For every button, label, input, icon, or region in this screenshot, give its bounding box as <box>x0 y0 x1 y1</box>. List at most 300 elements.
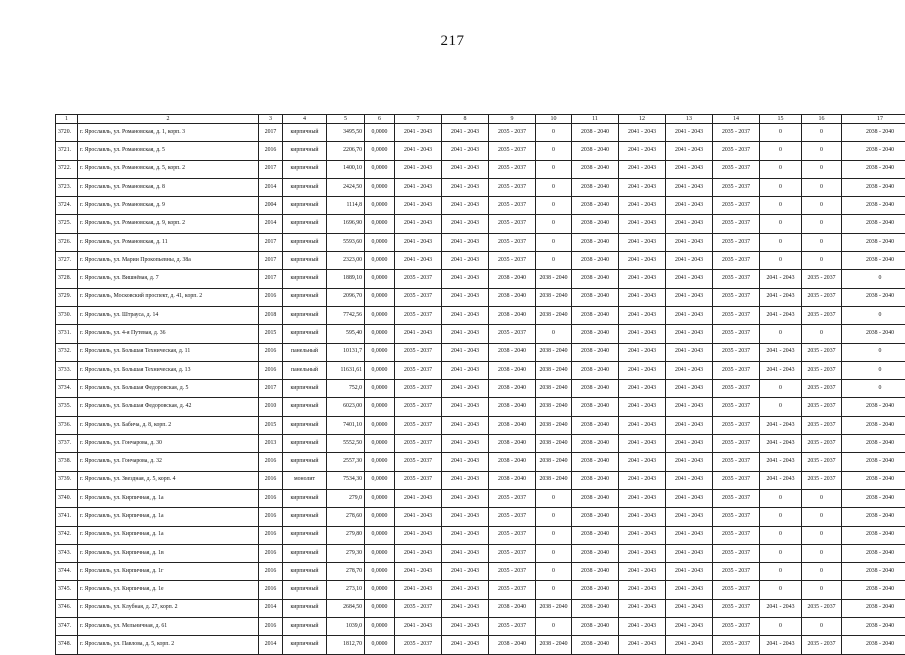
period-col-11-cell: 2038 - 2040 <box>572 489 619 507</box>
period-col-15-cell: 0 <box>760 581 802 599</box>
period-col-17-cell: 2038 - 2040 <box>842 416 905 434</box>
period-col-8-cell: 2041 - 2043 <box>442 124 489 142</box>
period-col-17-cell: 2038 - 2040 <box>842 471 905 489</box>
area-cell: 273,10 <box>327 581 365 599</box>
rate-cell: 0,0000 <box>365 288 395 306</box>
area-cell: 10131,7 <box>327 343 365 361</box>
table-row <box>56 563 905 581</box>
table-row <box>56 160 905 178</box>
period-col-8-cell: 2041 - 2043 <box>442 544 489 562</box>
period-col-9-cell: 2038 - 2040 <box>489 380 536 398</box>
area-cell: 2323,00 <box>327 252 365 270</box>
year-cell: 2015 <box>259 416 283 434</box>
address-cell: г. Ярославль, ул. Романовская, д. 9 <box>78 197 259 215</box>
period-col-16-cell: 0 <box>802 581 842 599</box>
period-col-10-cell: 0 <box>536 215 572 233</box>
rate-cell: 0,0000 <box>365 489 395 507</box>
year-cell: 2016 <box>259 544 283 562</box>
row-number-cell: 3724. <box>56 197 78 215</box>
period-col-17-cell: 2038 - 2040 <box>842 197 905 215</box>
wall-material-cell: кирпичный <box>283 416 327 434</box>
wall-material-cell: кирпичный <box>283 325 327 343</box>
period-col-15-cell: 2041 - 2043 <box>760 416 802 434</box>
period-col-7-cell: 2035 - 2037 <box>395 288 442 306</box>
wall-material-cell: кирпичный <box>283 581 327 599</box>
period-col-9-cell: 2038 - 2040 <box>489 343 536 361</box>
table-row <box>56 142 905 160</box>
period-col-12-cell: 2041 - 2043 <box>619 581 666 599</box>
wall-material-cell: панельный <box>283 361 327 379</box>
period-col-16-cell: 2035 - 2037 <box>802 453 842 471</box>
page-number: 217 <box>0 33 905 50</box>
period-col-10-cell: 0 <box>536 489 572 507</box>
period-col-14-cell: 2035 - 2037 <box>713 636 760 654</box>
period-col-12-cell: 2041 - 2043 <box>619 489 666 507</box>
period-col-12-cell: 2041 - 2043 <box>619 343 666 361</box>
period-col-10-cell: 2038 - 2040 <box>536 398 572 416</box>
address-cell: г. Ярославль, ул. Гончарова, д. 32 <box>78 453 259 471</box>
address-cell: г. Ярославль, ул. Романовская, д. 8 <box>78 178 259 196</box>
year-cell: 2004 <box>259 197 283 215</box>
period-col-16-cell: 0 <box>802 618 842 636</box>
period-col-16-cell: 0 <box>802 325 842 343</box>
period-col-11-cell: 2038 - 2040 <box>572 160 619 178</box>
row-number-cell: 3735. <box>56 398 78 416</box>
period-col-17-cell: 0 <box>842 270 905 288</box>
period-col-13-cell: 2041 - 2043 <box>666 270 713 288</box>
period-col-11-cell: 2038 - 2040 <box>572 270 619 288</box>
period-col-9-cell: 2038 - 2040 <box>489 453 536 471</box>
row-number-cell: 3748. <box>56 636 78 654</box>
rate-cell: 0,0000 <box>365 526 395 544</box>
row-number-cell: 3739. <box>56 471 78 489</box>
year-cell: 2010 <box>259 398 283 416</box>
period-col-16-cell: 2035 - 2037 <box>802 636 842 654</box>
period-col-14-cell: 2035 - 2037 <box>713 160 760 178</box>
address-cell: г. Ярославль, ул. Бабича, д. 8, корп. 2 <box>78 416 259 434</box>
row-number-cell: 3730. <box>56 306 78 324</box>
rate-cell: 0,0000 <box>365 252 395 270</box>
address-cell: г. Ярославль, ул. Вишнёвая, д. 7 <box>78 270 259 288</box>
period-col-7-cell: 2035 - 2037 <box>395 599 442 617</box>
wall-material-cell: кирпичный <box>283 398 327 416</box>
period-col-10-cell: 2038 - 2040 <box>536 361 572 379</box>
year-cell: 2016 <box>259 508 283 526</box>
row-number-cell: 3743. <box>56 544 78 562</box>
period-col-9-cell: 2035 - 2037 <box>489 325 536 343</box>
period-col-14-cell: 2035 - 2037 <box>713 233 760 251</box>
column-header: 14 <box>713 115 760 124</box>
year-cell: 2014 <box>259 178 283 196</box>
period-col-17-cell: 2038 - 2040 <box>842 489 905 507</box>
period-col-16-cell: 2035 - 2037 <box>802 471 842 489</box>
period-col-17-cell: 2038 - 2040 <box>842 599 905 617</box>
period-col-12-cell: 2041 - 2043 <box>619 215 666 233</box>
wall-material-cell: кирпичный <box>283 142 327 160</box>
row-number-cell: 3726. <box>56 233 78 251</box>
period-col-12-cell: 2041 - 2043 <box>619 453 666 471</box>
row-number-cell: 3741. <box>56 508 78 526</box>
table-row <box>56 471 905 489</box>
period-col-13-cell: 2041 - 2043 <box>666 398 713 416</box>
rate-cell: 0,0000 <box>365 471 395 489</box>
period-col-14-cell: 2035 - 2037 <box>713 343 760 361</box>
period-col-13-cell: 2041 - 2043 <box>666 618 713 636</box>
period-col-13-cell: 2041 - 2043 <box>666 544 713 562</box>
period-col-16-cell: 0 <box>802 563 842 581</box>
period-col-10-cell: 2038 - 2040 <box>536 306 572 324</box>
period-col-9-cell: 2035 - 2037 <box>489 160 536 178</box>
area-cell: 2096,70 <box>327 288 365 306</box>
period-col-12-cell: 2041 - 2043 <box>619 288 666 306</box>
period-col-7-cell: 2035 - 2037 <box>395 398 442 416</box>
row-number-cell: 3740. <box>56 489 78 507</box>
period-col-15-cell: 0 <box>760 544 802 562</box>
rate-cell: 0,0000 <box>365 453 395 471</box>
period-col-12-cell: 2041 - 2043 <box>619 325 666 343</box>
area-cell: 2424,50 <box>327 178 365 196</box>
period-col-17-cell: 2038 - 2040 <box>842 160 905 178</box>
period-col-7-cell: 2035 - 2037 <box>395 343 442 361</box>
address-cell: г. Ярославль, Московский проспект, д. 41, корп. 2 <box>78 288 259 306</box>
column-header: 4 <box>283 115 327 124</box>
period-col-16-cell: 2035 - 2037 <box>802 270 842 288</box>
period-col-7-cell: 2041 - 2043 <box>395 325 442 343</box>
period-col-9-cell: 2038 - 2040 <box>489 398 536 416</box>
address-cell: г. Ярославль, ул. Романовская, д. 1, корп. 3 <box>78 124 259 142</box>
row-number-cell: 3732. <box>56 343 78 361</box>
address-cell: г. Ярославль, ул. Мельничная, д. 61 <box>78 618 259 636</box>
period-col-14-cell: 2035 - 2037 <box>713 270 760 288</box>
period-col-13-cell: 2041 - 2043 <box>666 471 713 489</box>
period-col-10-cell: 2038 - 2040 <box>536 453 572 471</box>
wall-material-cell: кирпичный <box>283 508 327 526</box>
period-col-7-cell: 2035 - 2037 <box>395 471 442 489</box>
period-col-9-cell: 2035 - 2037 <box>489 618 536 636</box>
wall-material-cell: кирпичный <box>283 197 327 215</box>
row-number-cell: 3729. <box>56 288 78 306</box>
period-col-16-cell: 0 <box>802 508 842 526</box>
area-cell: 595,40 <box>327 325 365 343</box>
period-col-15-cell: 2041 - 2043 <box>760 471 802 489</box>
period-col-7-cell: 2041 - 2043 <box>395 215 442 233</box>
address-cell: г. Ярославль, ул. Гончарова, д. 30 <box>78 435 259 453</box>
row-number-cell: 3723. <box>56 178 78 196</box>
address-cell: г. Ярославль, ул. Романовская, д. 5, корп. 2 <box>78 160 259 178</box>
year-cell: 2016 <box>259 343 283 361</box>
period-col-16-cell: 2035 - 2037 <box>802 599 842 617</box>
period-col-9-cell: 2035 - 2037 <box>489 197 536 215</box>
area-cell: 5593,60 <box>327 233 365 251</box>
wall-material-cell: кирпичный <box>283 178 327 196</box>
area-cell: 11631,61 <box>327 361 365 379</box>
period-col-17-cell: 2038 - 2040 <box>842 215 905 233</box>
period-col-9-cell: 2035 - 2037 <box>489 508 536 526</box>
period-col-15-cell: 0 <box>760 563 802 581</box>
row-number-cell: 3747. <box>56 618 78 636</box>
row-number-cell: 3731. <box>56 325 78 343</box>
column-header: 6 <box>365 115 395 124</box>
period-col-14-cell: 2035 - 2037 <box>713 124 760 142</box>
period-col-7-cell: 2041 - 2043 <box>395 124 442 142</box>
period-col-16-cell: 2035 - 2037 <box>802 306 842 324</box>
period-col-15-cell: 2041 - 2043 <box>760 435 802 453</box>
period-col-14-cell: 2035 - 2037 <box>713 544 760 562</box>
period-col-9-cell: 2035 - 2037 <box>489 124 536 142</box>
year-cell: 2016 <box>259 142 283 160</box>
period-col-17-cell: 2038 - 2040 <box>842 581 905 599</box>
period-col-9-cell: 2035 - 2037 <box>489 252 536 270</box>
column-header: 13 <box>666 115 713 124</box>
period-col-16-cell: 0 <box>802 215 842 233</box>
period-col-7-cell: 2035 - 2037 <box>395 306 442 324</box>
period-col-11-cell: 2038 - 2040 <box>572 636 619 654</box>
period-col-12-cell: 2041 - 2043 <box>619 526 666 544</box>
table-row <box>56 544 905 562</box>
period-col-11-cell: 2038 - 2040 <box>572 398 619 416</box>
period-col-14-cell: 2035 - 2037 <box>713 361 760 379</box>
table-row <box>56 453 905 471</box>
period-col-14-cell: 2035 - 2037 <box>713 325 760 343</box>
period-col-10-cell: 0 <box>536 526 572 544</box>
period-col-16-cell: 2035 - 2037 <box>802 435 842 453</box>
period-col-16-cell: 0 <box>802 489 842 507</box>
column-header: 3 <box>259 115 283 124</box>
period-col-12-cell: 2041 - 2043 <box>619 197 666 215</box>
year-cell: 2016 <box>259 563 283 581</box>
wall-material-cell: кирпичный <box>283 306 327 324</box>
table-row <box>56 288 905 306</box>
period-col-9-cell: 2035 - 2037 <box>489 489 536 507</box>
period-col-7-cell: 2041 - 2043 <box>395 563 442 581</box>
period-col-13-cell: 2041 - 2043 <box>666 380 713 398</box>
period-col-8-cell: 2041 - 2043 <box>442 178 489 196</box>
wall-material-cell: кирпичный <box>283 380 327 398</box>
period-col-10-cell: 0 <box>536 581 572 599</box>
period-col-7-cell: 2041 - 2043 <box>395 142 442 160</box>
period-col-14-cell: 2035 - 2037 <box>713 380 760 398</box>
period-col-9-cell: 2035 - 2037 <box>489 178 536 196</box>
period-col-16-cell: 0 <box>802 178 842 196</box>
period-col-17-cell: 2038 - 2040 <box>842 435 905 453</box>
row-number-cell: 3721. <box>56 142 78 160</box>
period-col-11-cell: 2038 - 2040 <box>572 197 619 215</box>
period-col-11-cell: 2038 - 2040 <box>572 306 619 324</box>
period-col-8-cell: 2041 - 2043 <box>442 197 489 215</box>
period-col-16-cell: 2035 - 2037 <box>802 361 842 379</box>
rate-cell: 0,0000 <box>365 197 395 215</box>
period-col-17-cell: 2038 - 2040 <box>842 288 905 306</box>
period-col-17-cell: 2038 - 2040 <box>842 124 905 142</box>
period-col-10-cell: 2038 - 2040 <box>536 435 572 453</box>
address-cell: г. Ярославль, ул. Романовская, д. 5 <box>78 142 259 160</box>
period-col-13-cell: 2041 - 2043 <box>666 178 713 196</box>
address-cell: г. Ярославль, ул. Романовская, д. 9, корп. 2 <box>78 215 259 233</box>
year-cell: 2017 <box>259 160 283 178</box>
wall-material-cell: кирпичный <box>283 544 327 562</box>
period-col-17-cell: 0 <box>842 361 905 379</box>
period-col-11-cell: 2038 - 2040 <box>572 325 619 343</box>
period-col-16-cell: 0 <box>802 197 842 215</box>
period-col-8-cell: 2041 - 2043 <box>442 599 489 617</box>
area-cell: 5552,50 <box>327 435 365 453</box>
period-col-12-cell: 2041 - 2043 <box>619 398 666 416</box>
period-col-14-cell: 2035 - 2037 <box>713 215 760 233</box>
period-col-7-cell: 2041 - 2043 <box>395 526 442 544</box>
period-col-11-cell: 2038 - 2040 <box>572 581 619 599</box>
period-col-9-cell: 2038 - 2040 <box>489 416 536 434</box>
period-col-10-cell: 0 <box>536 563 572 581</box>
period-col-14-cell: 2035 - 2037 <box>713 435 760 453</box>
address-cell: г. Ярославль, ул. Романовская, д. 11 <box>78 233 259 251</box>
period-col-15-cell: 2041 - 2043 <box>760 636 802 654</box>
area-cell: 6023,00 <box>327 398 365 416</box>
rate-cell: 0,0000 <box>365 398 395 416</box>
address-cell: г. Ярославль, ул. Штрауса, д. 14 <box>78 306 259 324</box>
period-col-9-cell: 2038 - 2040 <box>489 636 536 654</box>
period-col-16-cell: 2035 - 2037 <box>802 380 842 398</box>
period-col-9-cell: 2038 - 2040 <box>489 288 536 306</box>
period-col-11-cell: 2038 - 2040 <box>572 178 619 196</box>
column-header: 5 <box>327 115 365 124</box>
header-row <box>56 115 905 124</box>
period-col-11-cell: 2038 - 2040 <box>572 252 619 270</box>
period-col-11-cell: 2038 - 2040 <box>572 361 619 379</box>
period-col-13-cell: 2041 - 2043 <box>666 124 713 142</box>
period-col-9-cell: 2038 - 2040 <box>489 361 536 379</box>
period-col-10-cell: 2038 - 2040 <box>536 288 572 306</box>
rate-cell: 0,0000 <box>365 325 395 343</box>
rate-cell: 0,0000 <box>365 563 395 581</box>
period-col-13-cell: 2041 - 2043 <box>666 197 713 215</box>
period-col-14-cell: 2035 - 2037 <box>713 581 760 599</box>
table-row <box>56 361 905 379</box>
rate-cell: 0,0000 <box>365 361 395 379</box>
period-col-11-cell: 2038 - 2040 <box>572 380 619 398</box>
column-header: 1 <box>56 115 78 124</box>
period-col-7-cell: 2041 - 2043 <box>395 160 442 178</box>
row-number-cell: 3725. <box>56 215 78 233</box>
period-col-8-cell: 2041 - 2043 <box>442 380 489 398</box>
period-col-16-cell: 0 <box>802 124 842 142</box>
period-col-10-cell: 0 <box>536 508 572 526</box>
area-cell: 1114,8 <box>327 197 365 215</box>
period-col-14-cell: 2035 - 2037 <box>713 398 760 416</box>
period-col-10-cell: 2038 - 2040 <box>536 270 572 288</box>
wall-material-cell: кирпичный <box>283 599 327 617</box>
period-col-17-cell: 2038 - 2040 <box>842 178 905 196</box>
period-col-14-cell: 2035 - 2037 <box>713 526 760 544</box>
year-cell: 2017 <box>259 270 283 288</box>
period-col-14-cell: 2035 - 2037 <box>713 252 760 270</box>
period-col-13-cell: 2041 - 2043 <box>666 288 713 306</box>
period-col-15-cell: 0 <box>760 618 802 636</box>
period-col-12-cell: 2041 - 2043 <box>619 508 666 526</box>
period-col-15-cell: 0 <box>760 178 802 196</box>
period-col-15-cell: 0 <box>760 398 802 416</box>
period-col-14-cell: 2035 - 2037 <box>713 142 760 160</box>
period-col-10-cell: 0 <box>536 544 572 562</box>
row-number-cell: 3737. <box>56 435 78 453</box>
address-cell: г. Ярославль, ул. Звездная, д. 5, корп. 4 <box>78 471 259 489</box>
wall-material-cell: кирпичный <box>283 160 327 178</box>
period-col-15-cell: 0 <box>760 489 802 507</box>
period-col-13-cell: 2041 - 2043 <box>666 416 713 434</box>
period-col-15-cell: 0 <box>760 325 802 343</box>
row-number-cell: 3746. <box>56 599 78 617</box>
period-col-15-cell: 2041 - 2043 <box>760 343 802 361</box>
table-row <box>56 325 905 343</box>
period-col-10-cell: 2038 - 2040 <box>536 636 572 654</box>
period-col-10-cell: 0 <box>536 252 572 270</box>
row-number-cell: 3720. <box>56 124 78 142</box>
period-col-10-cell: 0 <box>536 124 572 142</box>
period-col-8-cell: 2041 - 2043 <box>442 453 489 471</box>
rate-cell: 0,0000 <box>365 160 395 178</box>
period-col-15-cell: 0 <box>760 142 802 160</box>
column-header: 9 <box>489 115 536 124</box>
period-col-8-cell: 2041 - 2043 <box>442 398 489 416</box>
area-cell: 279,30 <box>327 544 365 562</box>
column-header: 11 <box>572 115 619 124</box>
period-col-7-cell: 2041 - 2043 <box>395 508 442 526</box>
period-col-10-cell: 0 <box>536 197 572 215</box>
period-col-15-cell: 2041 - 2043 <box>760 453 802 471</box>
period-col-8-cell: 2041 - 2043 <box>442 270 489 288</box>
period-col-12-cell: 2041 - 2043 <box>619 178 666 196</box>
period-col-11-cell: 2038 - 2040 <box>572 526 619 544</box>
year-cell: 2015 <box>259 325 283 343</box>
period-col-10-cell: 2038 - 2040 <box>536 380 572 398</box>
period-col-9-cell: 2035 - 2037 <box>489 563 536 581</box>
period-col-12-cell: 2041 - 2043 <box>619 160 666 178</box>
period-col-14-cell: 2035 - 2037 <box>713 508 760 526</box>
rate-cell: 0,0000 <box>365 508 395 526</box>
area-cell: 1812,70 <box>327 636 365 654</box>
period-col-15-cell: 2041 - 2043 <box>760 599 802 617</box>
period-col-13-cell: 2041 - 2043 <box>666 599 713 617</box>
address-cell: г. Ярославль, ул. Марии Прокопьевны, д. 38а <box>78 252 259 270</box>
year-cell: 2016 <box>259 471 283 489</box>
column-header: 7 <box>395 115 442 124</box>
address-cell: г. Ярославль, ул. Большая Федоровская, д. 42 <box>78 398 259 416</box>
rate-cell: 0,0000 <box>365 142 395 160</box>
period-col-13-cell: 2041 - 2043 <box>666 233 713 251</box>
wall-material-cell: монолит <box>283 471 327 489</box>
year-cell: 2016 <box>259 288 283 306</box>
wall-material-cell: кирпичный <box>283 489 327 507</box>
period-col-17-cell: 2038 - 2040 <box>842 142 905 160</box>
table-row <box>56 252 905 270</box>
period-col-13-cell: 2041 - 2043 <box>666 581 713 599</box>
period-col-13-cell: 2041 - 2043 <box>666 343 713 361</box>
area-cell: 278,70 <box>327 563 365 581</box>
period-col-15-cell: 2041 - 2043 <box>760 361 802 379</box>
period-col-7-cell: 2035 - 2037 <box>395 636 442 654</box>
wall-material-cell: кирпичный <box>283 252 327 270</box>
column-header: 16 <box>802 115 842 124</box>
period-col-14-cell: 2035 - 2037 <box>713 416 760 434</box>
period-col-17-cell: 2038 - 2040 <box>842 526 905 544</box>
area-cell: 1889,10 <box>327 270 365 288</box>
period-col-12-cell: 2041 - 2043 <box>619 435 666 453</box>
period-col-8-cell: 2041 - 2043 <box>442 361 489 379</box>
rate-cell: 0,0000 <box>365 544 395 562</box>
address-cell: г. Ярославль, ул. Большая Техническая, д. 13 <box>78 361 259 379</box>
table-row <box>56 215 905 233</box>
row-number-cell: 3722. <box>56 160 78 178</box>
column-header: 15 <box>760 115 802 124</box>
